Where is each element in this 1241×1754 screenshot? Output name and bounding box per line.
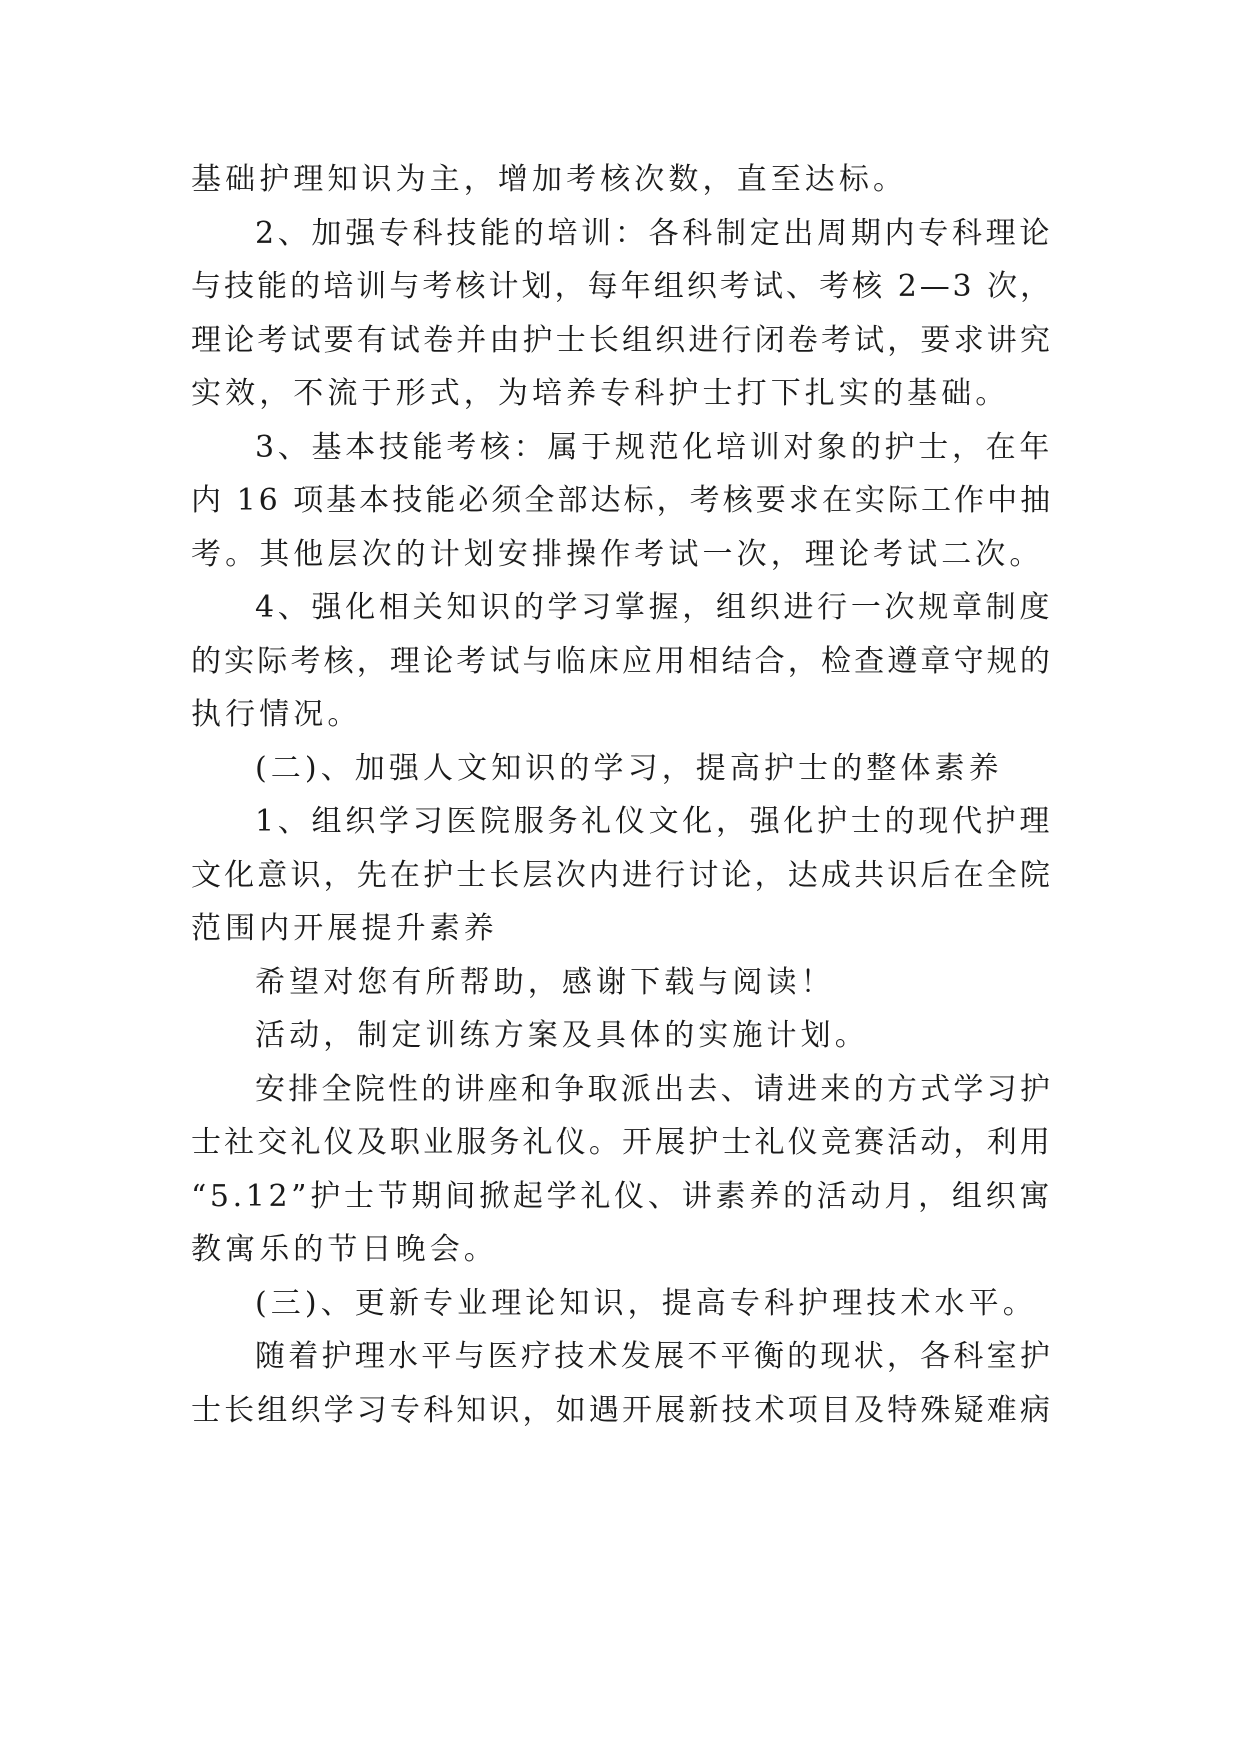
text-line: 执行情况。: [191, 697, 362, 732]
text-line: 希望对您有所帮助，感谢下载与阅读！: [255, 964, 835, 1000]
text-line: “5.12”护士节期间掀起学礼仪、讲素养的活动月，组织寓: [191, 1178, 1053, 1214]
text-line: 士长组织学习专科知识，如遇开展新技术项目及特殊疑难病: [191, 1392, 1053, 1428]
text-line: 随着护理水平与医疗技术发展不平衡的现状，各科室护: [255, 1339, 1053, 1374]
text-line: 士社交礼仪及职业服务礼仪。开展护士礼仪竞赛活动，利用: [191, 1125, 1053, 1160]
document-body: [191, 153, 1053, 1437]
text-line: 文化意识，先在护士长层次内进行讨论，达成共识后在全院: [191, 857, 1053, 893]
text-line: 范围内开展提升素养: [191, 911, 498, 946]
text-line: 考。其他层次的计划安排操作考试一次，理论考试二次。: [191, 536, 1044, 572]
text-line: 3、基本技能考核：属于规范化培训对象的护士，在年: [255, 429, 1053, 465]
text-line: 教寓乐的节日晚会。: [191, 1232, 498, 1267]
text-line: 理论考试要有试卷并由护士长组织进行闭卷考试，要求讲究: [191, 322, 1053, 358]
text-line: 1、组织学习医院服务礼仪文化，强化护士的现代护理: [255, 804, 1053, 839]
text-line: 内 16 项基本技能必须全部达标，考核要求在实际工作中抽: [191, 483, 1053, 518]
text-line: 基础护理知识为主，增加考核次数，直至达标。: [191, 162, 908, 197]
text-line: 实效，不流于形式，为培养专科护士打下扎实的基础。: [191, 376, 1010, 411]
text-line: 活动，制定训练方案及具体的实施计划。: [255, 1018, 869, 1053]
text-line: 安排全院性的讲座和争取派出去、请进来的方式学习护: [255, 1071, 1053, 1107]
text-line: 4、强化相关知识的学习掌握，组织进行一次规章制度: [255, 590, 1053, 625]
text-line: 2、加强专科技能的培训：各科制定出周期内专科理论: [255, 215, 1053, 251]
text-line: (二)、加强人文知识的学习，提高护士的整体素养: [255, 750, 1003, 786]
text-line: 的实际考核，理论考试与临床应用相结合，检查遵章守规的: [191, 643, 1053, 679]
text-line: (三)、更新专业理论知识，提高专科护理技术水平。: [255, 1285, 1037, 1321]
text-line: 与技能的培训与考核计划，每年组织考试、考核 2—3 次，: [191, 269, 1053, 304]
